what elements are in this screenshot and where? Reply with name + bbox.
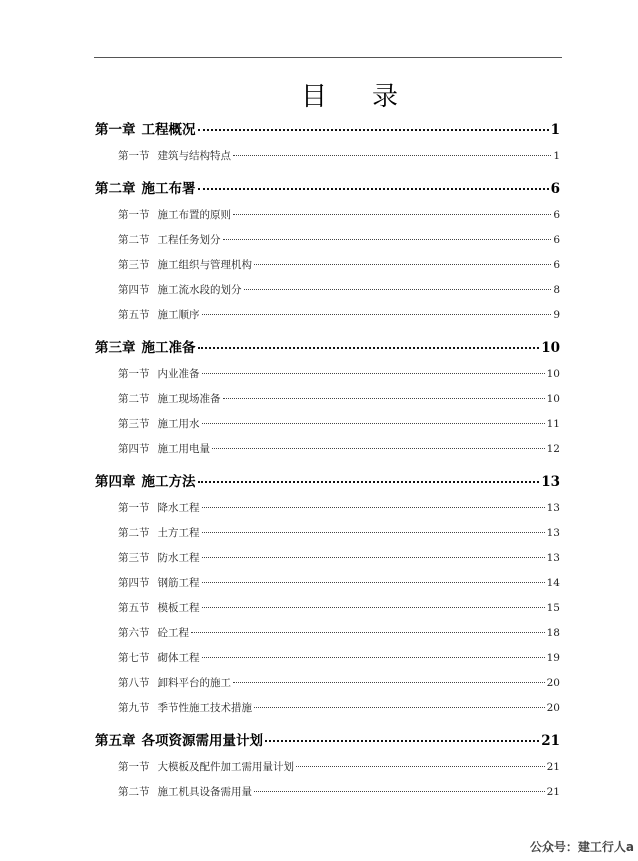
entry-page-number: 21 [546,761,560,773]
dot-leader [233,214,551,215]
dot-leader [198,347,540,349]
entry-page-number: 19 [546,652,560,664]
entry-page-number: 13 [541,474,560,490]
entry-number: 第四节 [118,284,150,296]
entry-number: 第三节 [118,552,150,564]
entry-title: 防水工程 [157,552,200,564]
toc-section-entry[interactable] [118,550,560,565]
entry-number: 第一章 [95,122,136,138]
entry-title: 土方工程 [157,527,200,539]
toc-section-entry[interactable] [118,675,560,690]
entry-number: 第一节 [118,150,150,162]
entry-number: 第三节 [118,418,150,430]
entry-page-number: 10 [546,393,560,405]
entry-page-number: 6 [553,259,560,271]
entry-page-number: 11 [546,418,560,430]
entry-page-number: 12 [546,443,560,455]
toc-section-entry[interactable] [118,625,560,640]
entry-number: 第二章 [95,181,136,197]
toc-section-entry[interactable] [118,784,560,799]
entry-title: 卸料平台的施工 [157,677,231,689]
dot-leader [191,632,545,633]
entry-title: 施工布置的原则 [157,209,231,221]
dot-leader [202,423,545,424]
entry-title: 内业准备 [157,368,200,380]
entry-page-number: 8 [553,284,560,296]
dot-leader [202,532,545,533]
toc-section-entry[interactable] [118,366,560,381]
dot-leader [296,766,545,767]
entry-page-number: 13 [546,527,560,539]
dot-leader [198,188,549,190]
entry-number: 第三节 [118,259,150,271]
entry-title: 砌体工程 [157,652,200,664]
entry-number: 第一节 [118,368,150,380]
toc-section-entry[interactable] [118,257,560,272]
toc-section-entry[interactable] [118,600,560,615]
dot-leader [198,129,549,131]
dot-leader [233,155,551,156]
entry-number: 第三章 [95,340,136,356]
entry-number: 第四章 [95,474,136,490]
dot-leader [202,657,545,658]
toc-section-entry[interactable] [118,759,560,774]
dot-leader [254,264,551,265]
entry-page-number: 21 [541,733,560,749]
dot-leader [202,314,552,315]
entry-number: 第二节 [118,527,150,539]
toc-section-entry[interactable] [118,148,560,163]
dot-leader [198,481,540,483]
entry-page-number: 10 [546,368,560,380]
dot-leader [202,582,545,583]
dot-leader [202,373,545,374]
toc-section-entry[interactable] [118,307,560,322]
entry-page-number: 6 [553,234,560,246]
entry-title: 施工准备 [141,340,196,356]
toc-section-entry[interactable] [118,282,560,297]
dot-leader [202,507,545,508]
toc-chapter-entry[interactable] [95,177,560,197]
entry-title: 施工组织与管理机构 [157,259,252,271]
entry-title: 施工方法 [141,474,196,490]
toc-section-entry[interactable] [118,391,560,406]
toc-chapter-entry[interactable] [95,729,560,749]
entry-title: 工程任务划分 [157,234,221,246]
dot-leader [265,740,539,742]
entry-page-number: 21 [546,786,560,798]
toc-section-entry[interactable] [118,441,560,456]
toc-chapter-entry[interactable] [95,470,560,490]
entry-number: 第二节 [118,234,150,246]
entry-number: 第二节 [118,786,150,798]
entry-number: 第一节 [118,761,150,773]
dot-leader [244,289,552,290]
dot-leader [254,707,545,708]
dot-leader [223,239,552,240]
entry-number: 第二节 [118,393,150,405]
toc-section-entry[interactable] [118,416,560,431]
entry-title: 钢筋工程 [157,577,200,589]
toc-title-right: 录 [372,82,400,112]
entry-page-number: 1 [553,150,560,162]
entry-number: 第六节 [118,627,150,639]
entry-title: 砼工程 [157,627,189,639]
entry-title: 施工现场准备 [157,393,221,405]
entry-number: 第四节 [118,443,150,455]
entry-page-number: 15 [546,602,560,614]
entry-number: 第九节 [118,702,150,714]
toc-section-entry[interactable] [118,500,560,515]
entry-title: 施工用电量 [157,443,210,455]
entry-number: 第一节 [118,502,150,514]
entry-title: 施工机具设备需用量 [157,786,252,798]
dot-leader [202,557,545,558]
entry-page-number: 9 [553,309,560,321]
entry-number: 第一节 [118,209,150,221]
entry-page-number: 6 [553,209,560,221]
toc-section-entry[interactable] [118,575,560,590]
entry-page-number: 10 [541,340,560,356]
dot-leader [254,791,545,792]
entry-title: 施工用水 [157,418,200,430]
toc-chapter-entry[interactable] [95,336,560,356]
entry-title: 降水工程 [157,502,200,514]
entry-page-number: 14 [546,577,560,589]
toc-section-entry[interactable] [118,700,560,715]
dot-leader [202,607,545,608]
entry-title: 模板工程 [157,602,200,614]
toc-chapter-entry[interactable] [95,118,560,138]
entry-page-number: 18 [546,627,560,639]
entry-page-number: 6 [550,181,560,197]
entry-page-number: 1 [550,122,560,138]
entry-number: 第四节 [118,577,150,589]
entry-title: 季节性施工技术措施 [157,702,252,714]
entry-number: 第五节 [118,309,150,321]
entry-title: 大模板及配件加工需用量计划 [157,761,294,773]
entry-page-number: 20 [546,677,560,689]
entry-number: 第八节 [118,677,150,689]
toc-section-entry[interactable] [118,232,560,247]
toc-section-entry[interactable] [118,525,560,540]
dot-leader [212,448,545,449]
toc-section-entry[interactable] [118,207,560,222]
toc-title-left: 目 [300,82,328,112]
entry-title: 建筑与结构特点 [157,150,231,162]
entry-title: 施工布署 [141,181,196,197]
entry-number: 第五节 [118,602,150,614]
entry-page-number: 13 [546,552,560,564]
entry-page-number: 13 [546,502,560,514]
entry-page-number: 20 [546,702,560,714]
entry-number: 第七节 [118,652,150,664]
entry-title: 施工顺序 [157,309,200,321]
entry-title: 各项资源需用量计划 [141,733,263,749]
dot-leader [223,398,545,399]
entry-title: 施工流水段的划分 [157,284,242,296]
entry-number: 第五章 [95,733,136,749]
dot-leader [233,682,545,683]
entry-title: 工程概况 [141,122,196,138]
toc-section-entry[interactable] [118,650,560,665]
watermark: 公众号：建工行人a [529,840,634,854]
